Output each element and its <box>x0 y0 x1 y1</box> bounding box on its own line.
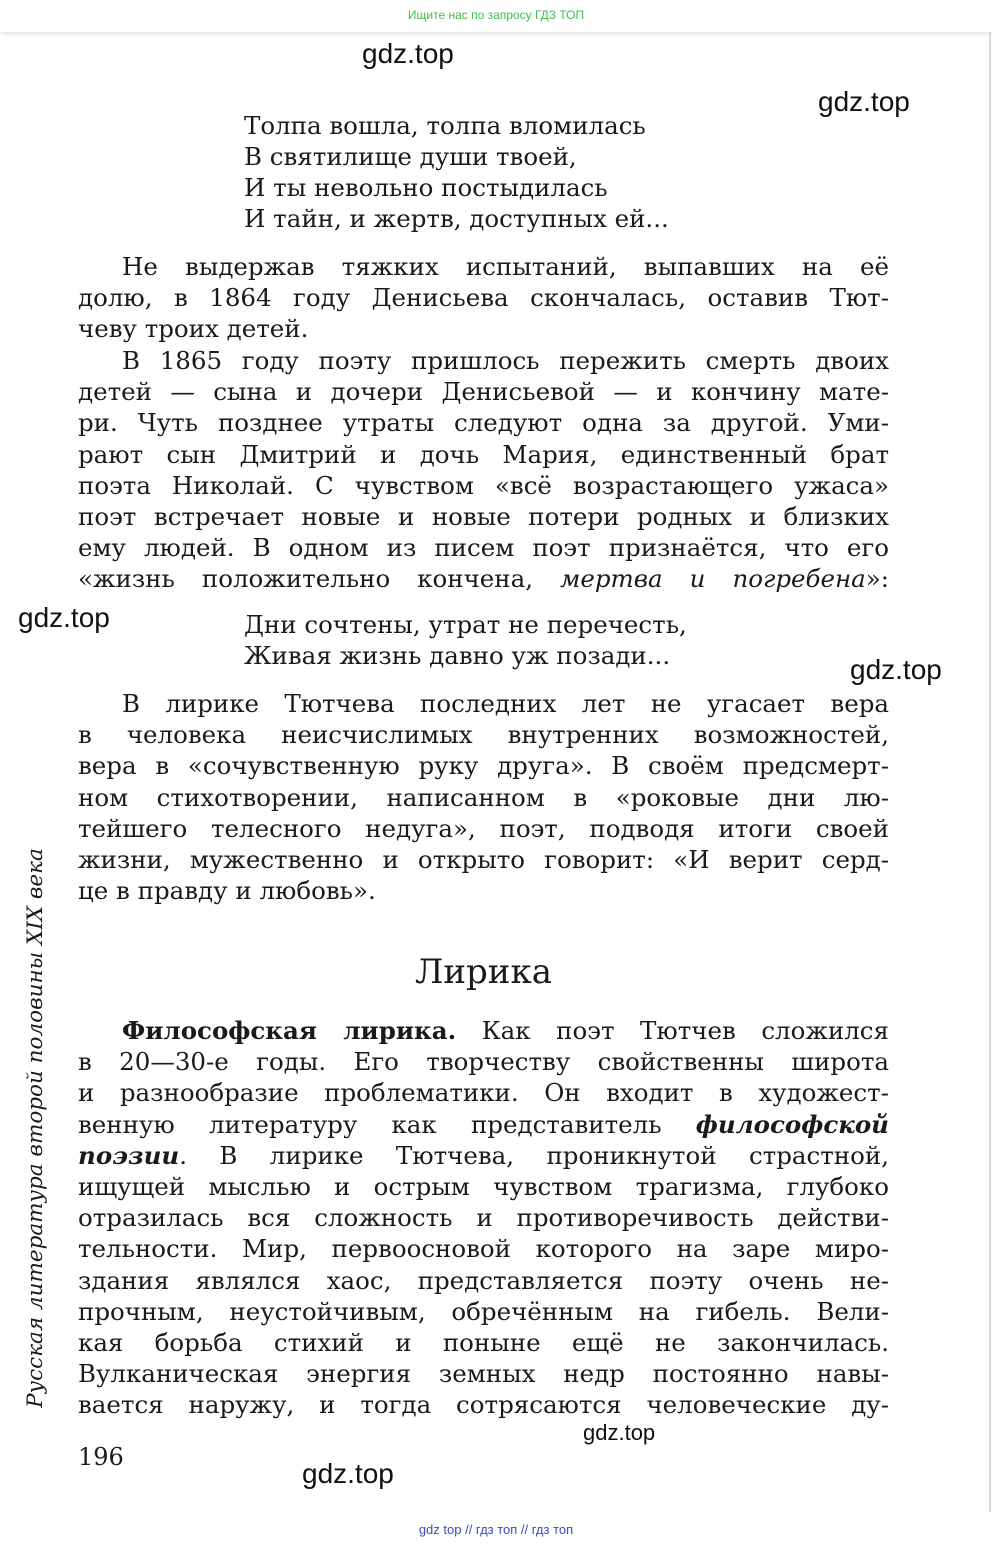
page-number: 196 <box>78 1443 124 1471</box>
text-line: детей — сына и дочери Денисьевой — и кончину мате- <box>78 377 889 407</box>
verse-line: И ты невольно постыдилась <box>244 173 608 202</box>
footer-links[interactable]: gdz top // гдз топ // гдз топ <box>418 1522 574 1537</box>
verse-line: В святилище души твоей, <box>244 142 577 171</box>
watermark: gdz.top <box>850 654 942 685</box>
text-line: кая борьба стихий и поныне ещё не закончилась. <box>78 1327 889 1357</box>
page-edge <box>989 32 991 1512</box>
bold-italic-term: поэзии <box>78 1140 180 1170</box>
section-heading: Лирика <box>415 952 552 992</box>
verse-stanza-2 <box>244 609 687 671</box>
text-line: ном стихотворении, написанном в «роковые дни лю- <box>78 782 889 812</box>
text-line: прочным, неустойчивым, обречённым на гибель. Вели- <box>78 1296 889 1326</box>
text-line: вера в «сочувственную руку друга». В своём предсмерт- <box>78 751 889 781</box>
verse-stanza-1 <box>244 110 669 234</box>
italic-quote: мертва и погребена <box>560 564 866 594</box>
text-line: в человека неисчислимых внутренних возможностей, <box>78 720 889 750</box>
text-line: тельности. Мир, первоосновой которого на заре миро- <box>78 1234 889 1264</box>
watermark: gdz.top <box>818 86 910 117</box>
paragraph-2 <box>78 345 889 595</box>
text-line: в 20—30-е годы. Его творчеству свойственны широта <box>78 1047 889 1077</box>
top-banner[interactable]: Ищите нас по запросу ГДЗ ТОП <box>0 0 992 32</box>
quote-end: »: <box>865 564 889 594</box>
bold-italic-term: философской <box>695 1109 889 1139</box>
text-line <box>78 1140 889 1171</box>
text-line: Вулканическая энергия земных недр постоянно навы- <box>78 1359 889 1389</box>
text-line: поэт встречает новые и новые потери родных и близких <box>78 501 889 531</box>
text-line: чеву троих детей. <box>78 314 309 344</box>
text-span: венную литературу как представитель <box>78 1109 696 1139</box>
text-line: вается наружу, и тогда сотрясаются человеческие ду- <box>78 1390 889 1420</box>
side-caption: Русская литература второй половины XIX века <box>23 848 48 1408</box>
text-line: рают сын Дмитрий и дочь Мария, единственный брат <box>78 439 889 469</box>
text-line: В 1865 году поэту пришлось пережить смерть двоих <box>122 346 889 375</box>
text-span: Как поэт Тютчев сложился <box>456 1016 889 1045</box>
paragraph-4 <box>78 1015 889 1420</box>
text-line: поэта Николай. С чувством «всё возрастающего ужаса» <box>78 470 889 500</box>
text-line: В лирике Тютчева последних лет не угасает вера <box>122 689 889 718</box>
text-line: ему людей. В одном из писем поэт признаётся, что его <box>78 533 889 563</box>
paragraph-3 <box>78 688 889 906</box>
text-line: Не выдержав тяжких испытаний, выпавших на её <box>122 252 889 281</box>
paragraph-1 <box>78 251 889 345</box>
watermark: gdz.top <box>302 1458 394 1489</box>
text-line: долю, в 1864 году Денисьева скончалась, оставив Тют- <box>78 283 889 313</box>
text-line: отразилась вся сложность и противоречивость действи- <box>78 1203 889 1233</box>
text-line: и разнообразие проблематики. Он входит в художест- <box>78 1078 889 1108</box>
watermark: gdz.top <box>18 602 110 633</box>
text-line <box>78 563 889 594</box>
text-line: тейшего телесного недуга», поэт, подводя итоги своей <box>78 813 889 843</box>
bold-lead: Философская лирика. <box>122 1016 457 1045</box>
text-line: здания являлся хаос, представляется поэту очень не- <box>78 1265 889 1295</box>
verse-line: Живая жизнь давно уж позади... <box>244 641 671 670</box>
text-line: це в правду и любовь». <box>78 876 376 906</box>
quote-text: «жизнь положительно кончена, <box>78 564 561 594</box>
text-line: ри. Чуть позднее утраты следуют одна за другой. Уми- <box>78 408 889 438</box>
text-line <box>78 1109 889 1140</box>
verse-line: Толпа вошла, толпа вломилась <box>244 111 646 140</box>
verse-line: И тайн, и жертв, доступных ей... <box>244 204 669 233</box>
watermark: gdz.top <box>362 38 454 69</box>
watermark: gdz.top <box>583 1420 656 1445</box>
text-line <box>78 1015 889 1046</box>
text-line: жизни, мужественно и открыто говорит: «И верит серд- <box>78 844 889 874</box>
text-span: . В лирике Тютчева, проникнутой страстной, <box>179 1140 889 1170</box>
text-line: ищущей мыслью и острым чувством трагизма, глубоко <box>78 1171 889 1201</box>
verse-line: Дни сочтены, утрат не перечесть, <box>244 610 687 639</box>
